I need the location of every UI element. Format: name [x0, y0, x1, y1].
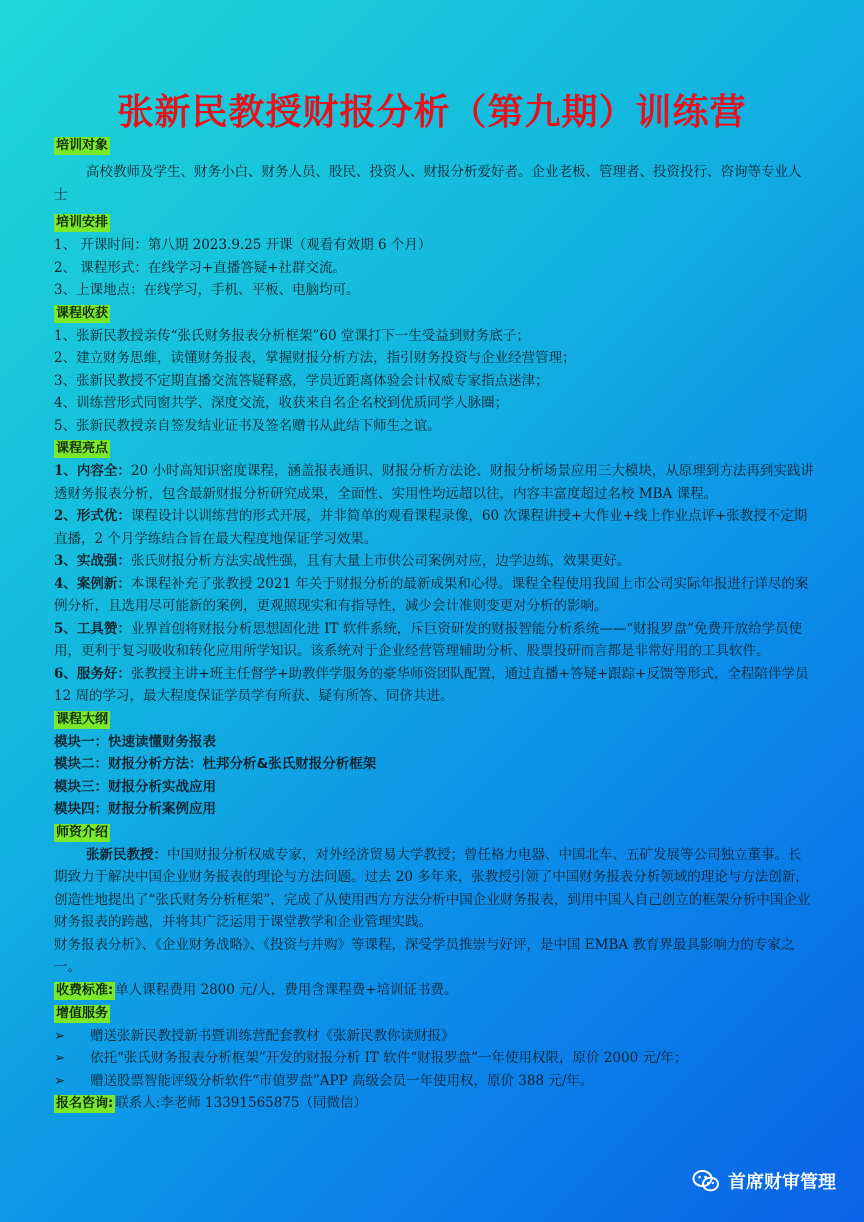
contact-row [54, 1092, 814, 1115]
list-item: 1、张新民教授亲传“张氏财务报表分析框架”60 堂课打下一生受益到财务底子； [54, 327, 530, 344]
highlights-list [54, 460, 814, 708]
highlight-text: 张氏财报分析方法实战性强，且有大量上市供公司案例对应，边学边练，效果更好。 [130, 553, 631, 569]
arrow-bullet-icon: ➢ [54, 1027, 66, 1044]
list-item: 3、张新民教授不定期直播交流答疑释惑，学员近距离体验会计权威专家指点迷津； [54, 372, 549, 389]
audience-text: 高校教师及学生、财务小白、财务人员、股民、投资人、财报分析爱好者。企业老板、管理者、投资投行、咨询等专业人士 [54, 164, 802, 203]
outline-module: 模块四：财报分析案例应用 [54, 801, 216, 817]
service-text: 赠送股票智能评级分析软件“市值罗盘”APP 高级会员一年使用权，原价 388 元/年。 [90, 1072, 594, 1089]
services-list [54, 1025, 814, 1093]
section-heading-outline: 课程大纲 [56, 711, 109, 727]
section-heading-contact: 报名咨询: [56, 1096, 114, 1111]
highlight-text: 20 小时高知识密度课程，涵盖报表通识、财报分析方法论、财报分析场景应用三大模块，从原理到方法再到实践讲透财务报表分析，包含最新财报分析研究成果，全面性、实用性均远超以往，内容丰富度超过名校 MBA 课程。 [54, 463, 814, 502]
poster-title: 张新民教授财报分析（第九期）训练营 [117, 92, 747, 133]
list-item: 1、 开课时间：第八期 2023.9.25 开课（观看有效期 6 个月） [54, 237, 432, 253]
highlight-label: 5、工具赞： [54, 620, 131, 637]
teacher-name: 张新民教授： [86, 846, 167, 863]
highlight-text: 张教授主讲+班主任督学+助教伴学服务的豪华师资团队配置，通过直播+答疑+跟踪+反馈等形式，全程陪伴学员 12 周的学习，最大程度保证学员学有所获、疑有所答、同侪共进。 [54, 665, 809, 704]
list-item: 5、张新民教授亲自签发结业证书及签名赠书从此结下师生之谊。 [54, 417, 441, 434]
service-text: 赠送张新民教授新书暨训练营配套教材《张新民教你读财报》 [90, 1027, 455, 1044]
section-heading-highlights: 课程亮点 [56, 441, 109, 456]
gains-list [54, 325, 814, 438]
list-item: 3、上课地点：在线学习，手机、平板、电脑均可。 [54, 282, 360, 298]
highlight-label: 2、形式优： [54, 508, 131, 524]
list-item [54, 1047, 814, 1070]
outline-list [54, 731, 814, 821]
footer-brand [692, 1168, 836, 1194]
list-item: 2、 课程形式：在线学习+直播答疑+社群交流。 [54, 259, 347, 276]
section-heading-fee: 收费标准: [56, 982, 114, 998]
outline-module: 模块一：快速读懂财务报表 [54, 733, 216, 750]
list-item: 4、训练营形式同窗共学、深度交流，收获来自名企名校到优质同学人脉圈； [54, 395, 509, 411]
teacher-bio-text: 中国财报分析权威专家，对外经济贸易大学教授；曾任格力电器、中国北车、五矿发展等公司独立董事。长期致力于解决中国企业财务报表的理论与方法问题。过去 20 多年来，张教授引领了中国财务报表分析领域的理论与方法创新，创造性地提出了“张氏财务分析框架”，完成了从使用西方方法分析中国企业财务报表，到用中国人自己创立的框架分析中国企业财务报表的跨越，并将其广泛运用于课堂教学和企业管理实践。 [54, 846, 811, 930]
list-item: 2、建立财务思维，读懂财务报表，掌握财报分析方法，指引财务投资与企业经营管理； [54, 350, 576, 366]
list-item [54, 1025, 814, 1048]
teacher-courses: 财务报表分析》、《企业财务战略》、《投资与并购》等课程，深受学员推崇与好评，是中国 EMBA 教育界最具影响力的专家之一。 [54, 936, 795, 975]
highlight-item [54, 505, 814, 550]
arrow-bullet-icon: ➢ [54, 1050, 66, 1066]
arrow-bullet-icon: ➢ [54, 1072, 66, 1089]
service-text: 依托“张氏财务报表分析框架”开发的财报分析 IT 软件“财报罗盘”一年使用权限，原价 2000 元/年； [90, 1050, 688, 1066]
section-heading-gains: 课程收获 [56, 305, 109, 321]
contact-text: 联系人:李老师 13391565875（同微信） [115, 1095, 368, 1111]
fee-text: 单人课程费用 2800 元/人，费用含课程费+培训证书费。 [115, 981, 458, 998]
teacher-bio [54, 844, 814, 934]
highlight-item [54, 663, 814, 708]
highlight-label: 6、服务好： [54, 665, 131, 682]
highlight-text: 本课程补充了张教授 2021 年关于财报分析的最新成果和心得。课程全程使用我国上市公司实际年报进行详尽的案例分析，且选用尽可能新的案例，更观照现实和有指导性，减少会计准则变更对分析的影响。 [54, 575, 809, 614]
section-heading-arrangement: 培训安排 [56, 215, 109, 230]
list-item [54, 1070, 814, 1093]
highlight-item [54, 550, 814, 573]
fee-row [54, 979, 814, 1002]
highlight-item [54, 460, 814, 505]
outline-module: 模块二：财报分析方法：杜邦分析&张氏财报分析框架 [54, 756, 377, 772]
outline-module: 模块三：财报分析实战应用 [54, 778, 216, 795]
highlight-label: 4、案例新： [54, 575, 131, 592]
arrangement-list [54, 234, 814, 302]
highlight-item [54, 573, 814, 618]
highlight-label: 3、实战强： [54, 553, 131, 569]
highlight-label: 1、内容全： [54, 463, 131, 479]
section-heading-audience: 培训对象 [56, 138, 109, 153]
highlight-text: 课程设计以训练营的形式开展，并非简单的观看课程录像，60 次课程讲授+大作业+线上作业点评+张教授不定期直播，2 个月学练结合旨在最大程度地保证学习效果。 [54, 508, 808, 547]
section-heading-services: 增值服务 [56, 1005, 109, 1021]
section-heading-teacher: 师资介绍 [56, 824, 109, 840]
footer-brand-name: 首席财审管理 [728, 1172, 836, 1193]
poster-content [54, 134, 814, 1115]
highlight-item [54, 618, 814, 663]
highlight-text: 业界首创将财报分析思想固化进 IT 软件系统，斥巨资研发的财报智能分析系统——“财报罗盘”免费开放给学员使用，更利于复习吸收和转化应用所学知识。该系统对于企业经营管理辅助分析、股票投研而言都是非常好用的工具软件。 [54, 620, 803, 659]
wechat-icon [692, 1169, 720, 1193]
